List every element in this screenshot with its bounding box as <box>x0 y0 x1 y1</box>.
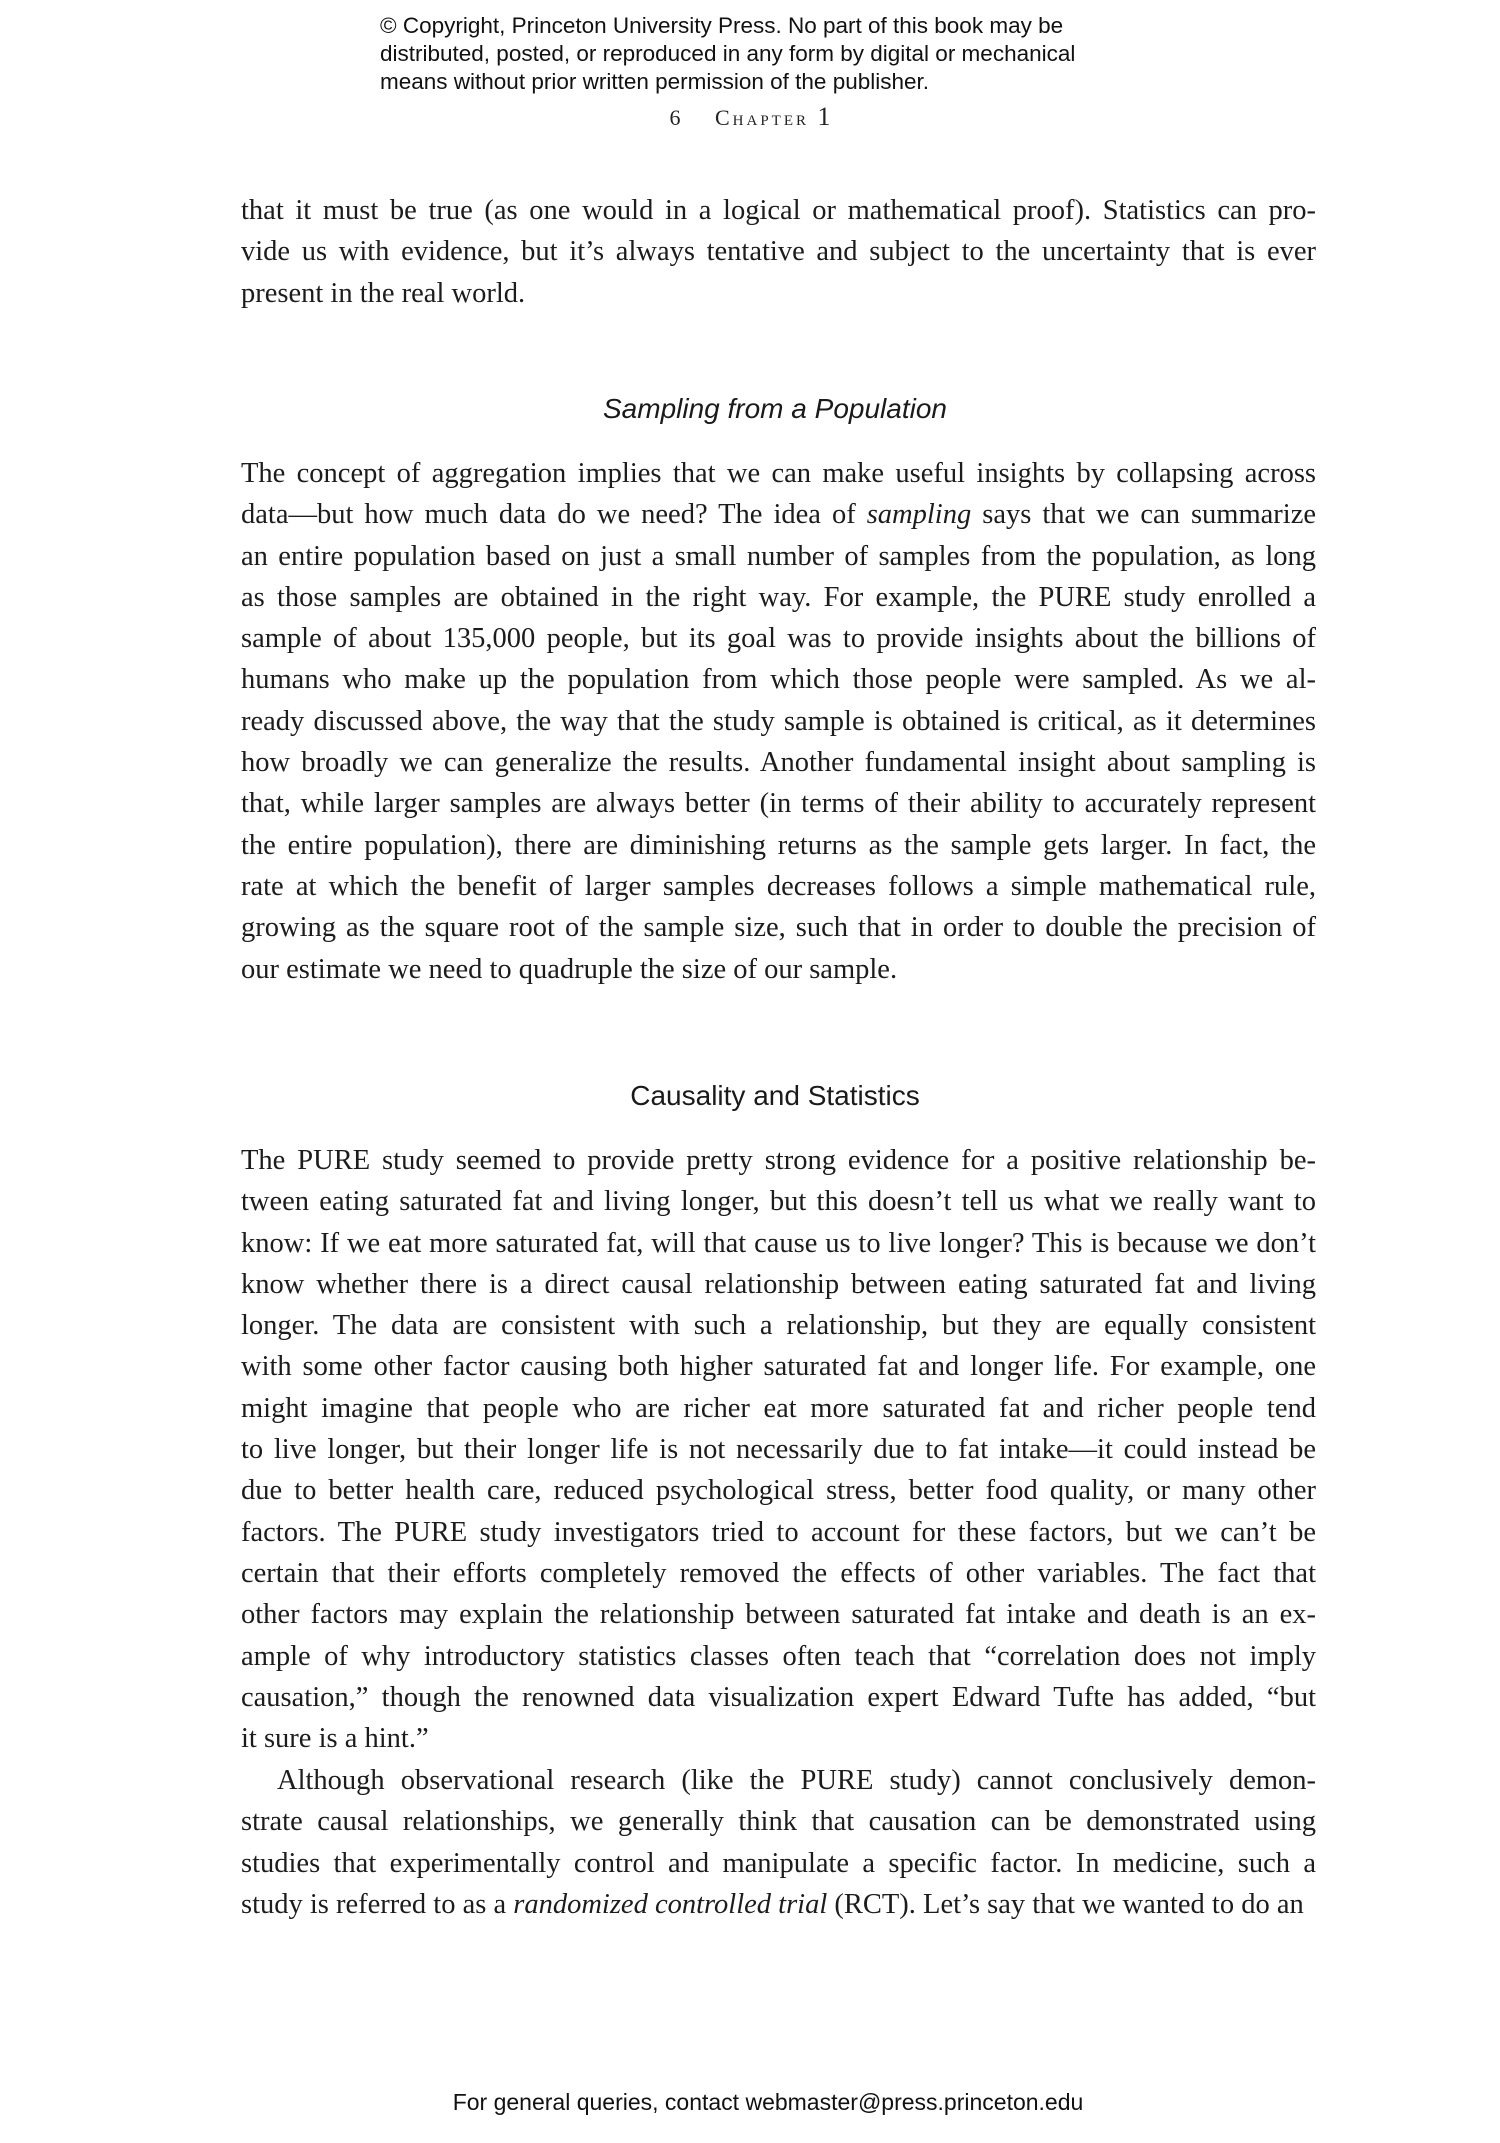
text-line: certain that their efforts completely removed the effects of other variables. The fact that <box>241 1557 1316 1589</box>
text-line: with some other factor causing both higher saturated fat and longer life. For example, one <box>241 1351 1316 1383</box>
emphasized-term: randomized controlled trial <box>513 1888 828 1920</box>
text-line: The PURE study seemed to provide pretty strong evidence for a positive relationship be- <box>241 1145 1316 1176</box>
footer-contact: For general queries, contact webmaster@press.princeton.edu <box>452 2089 1084 2115</box>
text-line: longer. The data are consistent with such a relationship, but they are equally consistent <box>241 1310 1316 1342</box>
chapter-label: Chapter 1 <box>714 102 831 131</box>
text-line: present in the real world. <box>241 277 526 309</box>
text-line: that, while larger samples are always better (in terms of their ability to accurately represent <box>241 788 1316 820</box>
text-line: factors. The PURE study investigators tried to account for these factors, but we can’t be <box>241 1516 1316 1548</box>
text-line: might imagine that people who are richer eat more saturated fat and richer people tend <box>241 1392 1316 1424</box>
text-line: know whether there is a direct causal relationship between eating saturated fat and living <box>241 1268 1316 1300</box>
text-line: other factors may explain the relationship between saturated fat intake and death is an ex- <box>241 1599 1316 1631</box>
text-line: humans who make up the population from which those people were sampled. As we al- <box>241 664 1316 696</box>
text-line: our estimate we need to quadruple the size of our sample. <box>241 953 898 985</box>
sampling-paragraph <box>241 453 1316 990</box>
text-line: to live longer, but their longer life is not necessarily due to fat intake—it could instead be <box>241 1434 1316 1466</box>
copyright-line: distributed, posted, or reproduced in any form by digital or mechanical <box>380 41 1076 66</box>
text-line: how broadly we can generalize the results. Another fundamental insight about sampling is <box>241 747 1316 779</box>
text-line: growing as the square root of the sample size, such that in order to double the precision of <box>241 912 1316 944</box>
section-heading-sampling: Sampling from a Population <box>603 393 947 424</box>
text-line: an entire population based on just a small number of samples from the population, as long <box>241 540 1316 572</box>
causality-paragraph-2 <box>241 1760 1316 1925</box>
copyright-notice <box>380 12 1200 96</box>
text-line: tween eating saturated fat and living longer, but this doesn’t tell us what we really want to <box>241 1186 1316 1218</box>
text-line: vide us with evidence, but it’s always tentative and subject to the uncertainty that is ever <box>241 236 1316 268</box>
emphasized-term: sampling <box>866 499 972 531</box>
section-heading-causality: Causality and Statistics <box>630 1080 920 1111</box>
copyright-line: © Copyright, Princeton University Press. No part of this book may be <box>380 13 1064 38</box>
page-number: 6 <box>669 105 681 130</box>
text-line: strate causal relationships, we generally think that causation can be demonstrated using <box>241 1806 1316 1838</box>
intro-paragraph <box>241 190 1316 314</box>
text-line: The concept of aggregation implies that we can make useful insights by collapsing across <box>241 458 1316 489</box>
causality-paragraph-1 <box>241 1140 1316 1759</box>
text-line: due to better health care, reduced psychological stress, better food quality, or many other <box>241 1475 1316 1507</box>
text-line: study is referred to as a randomized controlled trial (RCT). Let’s say that we wanted to do an <box>241 1888 1304 1920</box>
text-line: data—but how much data do we need? The idea of sampling says that we can summarize <box>241 499 1317 531</box>
text-line: Although observational research (like the PURE study) cannot conclusively demon- <box>277 1765 1316 1796</box>
text-line: studies that experimentally control and manipulate a specific factor. In medicine, such a <box>241 1847 1316 1879</box>
text-line: it sure is a hint.” <box>241 1723 429 1755</box>
text-line: as those samples are obtained in the right way. For example, the PURE study enrolled a <box>241 581 1316 613</box>
text-line: that it must be true (as one would in a logical or mathematical proof). Statistics can pro- <box>241 195 1316 226</box>
text-line: the entire population), there are diminishing returns as the sample gets larger. In fact, the <box>241 829 1316 861</box>
text-line: sample of about 135,000 people, but its goal was to provide insights about the billions of <box>241 623 1316 655</box>
chapter-number: 1 <box>817 102 831 131</box>
text-line: causation,” though the renowned data visualization expert Edward Tufte has added, “but <box>241 1681 1316 1713</box>
text-line: rate at which the benefit of larger samples decreases follows a simple mathematical rule, <box>241 870 1316 902</box>
running-head <box>0 102 1500 132</box>
text-line: ready discussed above, the way that the study sample is obtained is critical, as it determines <box>241 705 1316 737</box>
text-line: know: If we eat more saturated fat, will that cause us to live longer? This is because we don’t <box>241 1227 1316 1259</box>
copyright-line: means without prior written permission of the publisher. <box>380 69 930 94</box>
text-line: ample of why introductory statistics classes often teach that “correlation does not imply <box>241 1640 1316 1672</box>
